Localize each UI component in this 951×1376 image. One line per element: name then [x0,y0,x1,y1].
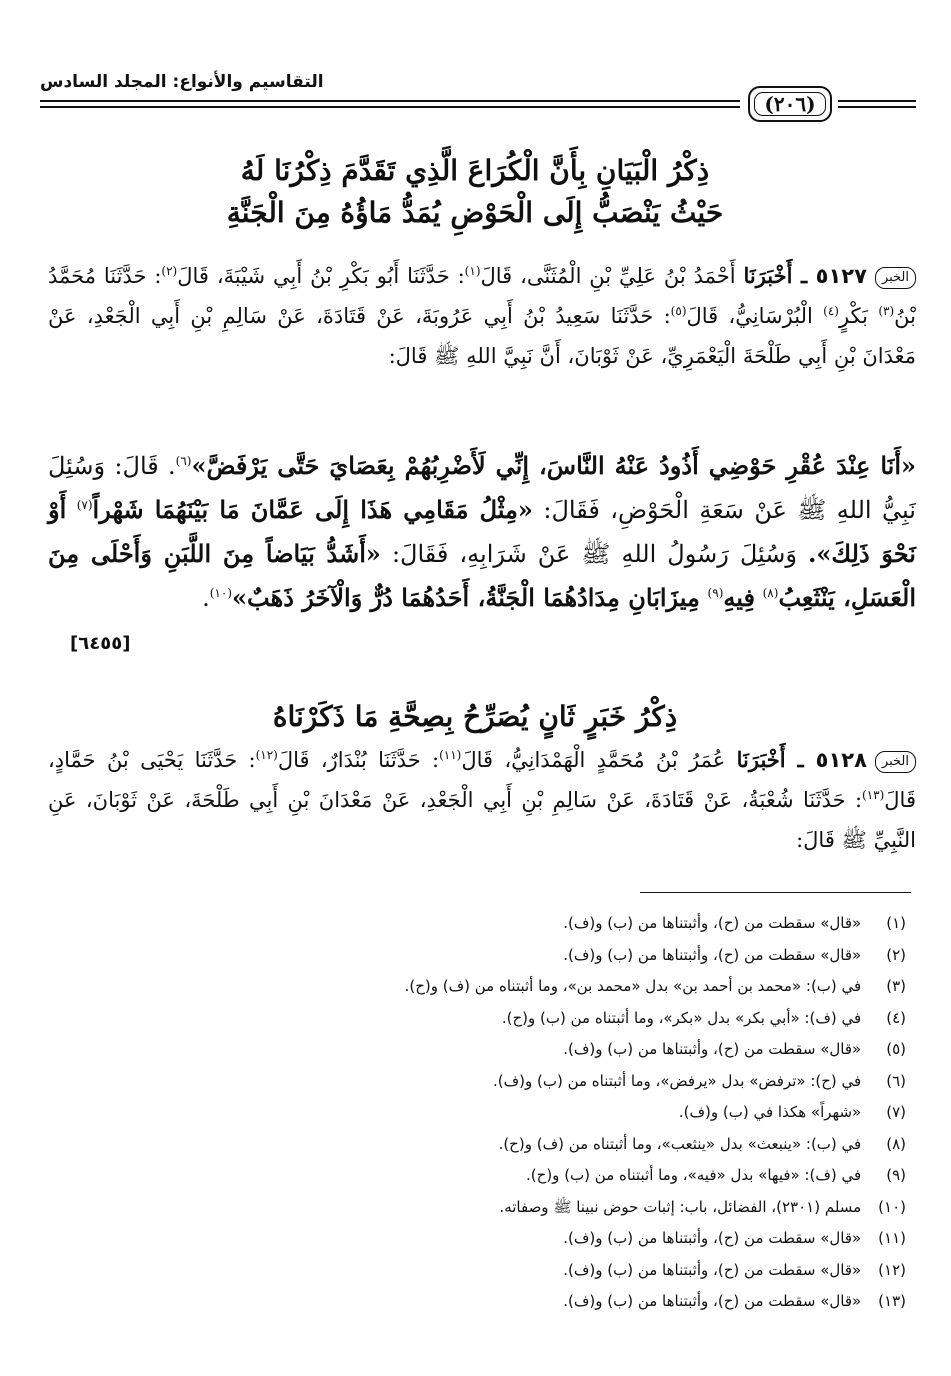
matn-text: أَوْ نَحْوَ ذَلِكَ». [48,495,916,568]
hadith-5127-matn [48,444,916,620]
akhbarana: أَخْبَرَنَا [736,747,786,772]
heading-line-1: ذِكْرُ الْبَيَانِ بِأَنَّ الْكُرَاعَ الَّذِي تَقَدَّمَ ذِكْرُنَا لَهُ [240,154,710,187]
matn-text: وَسُئِلَ رَسُولُ اللهِ ﷺ عَنْ شَرَابِهِ، فَقَالَ: [391,540,797,568]
footnote-separator [640,892,911,893]
header-rule [40,106,740,108]
hadith-5128-isnad: الخبر٥١٢٨ ـ أَخْبَرَنَا عُمَرُ بْنُ مُحَمَّدٍ الْهَمْدَانِيُّ، قَالَ$^{(١١)}$: حَدَّثَنَا بُنْدَارٌ، قَالَ$^{(١٢)}$: حَدَّثَنَا يَحْيَى بْنُ حَمَّادٍ، قَالَ$^{(١٣)}$: حَدَّثَنَا شُعْبَةُ، عَنْ قَتَادَةَ، عَنْ سَالِمِ بْنِ أَبِي الْجَعْدِ، عَنْ مَعْدَانَ بْنِ أَبِي طَلْحَةَ، عَنْ ثَوْبَانَ، عَنِ النَّبِيِّ ﷺ قَالَ: [48,747,916,852]
footnote: (١٣) «قال» سقطت من (ح)، وأثبتناها من (ب) و(ف). [563,1292,906,1310]
isnad-text: : حَدَّثَنَا شُعْبَةُ، عَنْ قَتَادَةَ، عَنْ سَالِمِ بْنِ أَبِي الْجَعْدِ، عَنْ مَعْدَانَ بْنِ أَبِي طَلْحَةَ، عَنْ ثَوْبَانَ، عَنِ النَّبِيِّ ﷺ قَالَ: [48,788,916,852]
footnote: (٩) في (ف): «فيها» بدل «فيه»، وما أثبتناه من (ب) و(ح). [526,1166,906,1184]
khabar-marker-icon: الخبر [875,751,916,773]
matn-text: مِيزَابَانِ مِدَادُهُمَا الْجَنَّةُ، أَحَدُهُمَا دُرٌّ وَالْآخَرُ ذَهَبٌ» [232,583,700,612]
footnote: (٨) في (ب): «ينبعث» بدل «ينثعب»، وما أثبتناه من (ف) و(ح). [498,1134,906,1153]
hadith-number: ٥١٢٨ [815,748,867,772]
isnad-text: : حَدَّثَنَا يَحْيَى بْنُ حَمَّادٍ، قَالَ [48,748,916,812]
matn-text: «أَشَدُّ بَيَاضاً مِنَ اللَّبَنِ وَأَحْلَى مِنَ الْعَسَلِ، يَنْثَعِبُ [48,539,916,612]
footnote: (٥) «قال» سقطت من (ح)، وأثبتناها من (ب) و(ف). [563,1040,906,1058]
header-rule [838,100,916,102]
footnote-ref: (٥) [670,304,687,318]
footnote-ref: (٧) [76,498,93,512]
matn-text: فِيهِ [723,583,755,612]
page-number: (٢٠٦) [764,92,816,116]
footnote-ref: (١٣) [862,788,885,802]
header-rule [838,106,916,108]
footnote: (٢) «قال» سقطت من (ح)، وأثبتناها من (ب) و(ف). [563,945,906,964]
footnote-ref: (١٢) [255,748,278,762]
heading-line-2: حَيْثُ يَنْصَبُّ إِلَى الْحَوْضِ يُمَدُّ مَاؤُهُ مِنَ الْجَنَّةِ [226,196,724,229]
akhbarana: أَخْبَرَنَا [743,263,793,288]
isnad-text: أَحْمَدُ بْنُ عَلِيِّ بْنِ الْمُثَنَّى، قَالَ [480,264,736,288]
isnad-text: عُمَرُ بْنُ مُحَمَّدٍ الْهَمْدَانِيُّ، قَالَ [461,748,726,772]
matn-text: . [202,584,210,612]
khabar-marker-icon: الخبر [875,267,916,289]
footnote: (٣) في (ب): «محمد بن أحمد بن» بدل «محمد بن»، وما أثبتناه من (ف) و(ح). [404,977,906,995]
section-heading-1 [40,150,910,234]
running-title: التقاسيم والأنواع: المجلد السادس [40,72,324,92]
cross-reference: [٦٤٥٥] [70,633,131,654]
matn-text: . قَالَ: وَسُئِلَ نَبِيُّ اللهِ ﷺ عَنْ سَعَةِ الْحَوْضِ، فَقَالَ: [48,452,916,524]
section-heading-2: ذِكْرُ خَبَرٍ ثَانٍ يُصَرِّحُ بِصِحَّةِ مَا ذَكَرْنَاهُ [272,700,678,733]
isnad-text: بَكْرٍ [838,304,868,328]
footnote-ref: (١) [464,264,481,278]
matn-text: «مِثْلُ مَقَامِي هَذَا إِلَى عَمَّانَ مَا بَيْنَهُمَا شَهْراً [92,495,533,524]
isnad-text: : حَدَّثَنَا مُحَمَّدُ بْنُ [48,264,916,328]
footnote-ref: (١٠) [209,586,232,600]
isnad-text: : حَدَّثَنَا بُنْدَارٌ، قَالَ [277,748,440,772]
footnote: (٧) «شهراً» هكذا في (ب) و(ف). [678,1103,906,1121]
footnote: (٤) في (ف): «أبي بكر» بدل «بكر»، وما أثبتناه من (ب) و(ح). [501,1008,906,1027]
footnotes [40,908,906,1318]
footnote-ref: (٩) [707,586,724,600]
footnote: (١) «قال» سقطت من (ح)، وأثبتناها من (ب) و(ف). [563,914,906,932]
footnote-ref: (١١) [439,748,462,762]
isnad-text: : حَدَّثَنَا سَعِيدُ بْنُ أَبِي عَرُوبَةَ، عَنْ قَتَادَةَ، عَنْ سَالِمِ بْنِ أَبِي الْجَعْدِ، عَنْ مَعْدَانَ بْنِ أَبِي طَلْحَةَ الْيَعْمَرِيِّ، عَنْ ثَوْبَانَ، أَنَّ نَبِيَّ اللهِ ﷺ قَالَ: [48,304,916,368]
matn-text: «أَنَا عِنْدَ عُقْرِ حَوْضِي أَذُودُ عَنْهُ النَّاسَ، إِنِّي لَأَضْرِبُهُمْ بِعَصَايَ حَتَّى يَرْفَضَّ» [191,451,916,480]
hadith-5127-isnad: الخبر٥١٢٧ ـ أَخْبَرَنَا أَحْمَدُ بْنُ عَلِيِّ بْنِ الْمُثَنَّى، قَالَ$^{(١)}$: حَدَّثَنَا أَبُو بَكْرِ بْنُ أَبِي شَيْبَةَ، قَالَ$^{(٢)}$: حَدَّثَنَا مُحَمَّدُ بْنُ$^{(٣)}$ بَكْرٍ$^{(٤)}$ الْبُرْسَانِيُّ، قَالَ$^{(٥)}$: حَدَّثَنَا سَعِيدُ بْنُ أَبِي عَرُوبَةَ، عَنْ قَتَادَةَ، عَنْ سَالِمِ بْنِ أَبِي الْجَعْدِ، عَنْ مَعْدَانَ بْنِ أَبِي طَلْحَةَ الْيَعْمَرِيِّ، عَنْ ثَوْبَانَ، أَنَّ نَبِيَّ اللهِ ﷺ قَالَ: [48,263,916,368]
header-rule [40,100,740,102]
page-number-frame [748,86,832,122]
footnote-ref: (٤) [823,304,839,318]
isnad-text: : حَدَّثَنَا أَبُو بَكْرِ بْنُ أَبِي شَيْبَةَ، قَالَ [177,264,465,288]
hadith-number: ٥١٢٧ [815,264,867,288]
footnote-ref: (٦) [175,454,192,468]
footnote: (١٠) مسلم (٢٣٠١)، الفضائل، باب: إثبات حوض نبينا ﷺ وصفاته. [499,1197,906,1216]
footnote: (١٢) «قال» سقطت من (ح)، وأثبتناها من (ب) و(ف). [563,1260,906,1279]
isnad-text: الْبُرْسَانِيُّ، قَالَ [686,304,813,328]
footnote-ref: (٣) [878,304,895,318]
footnote-ref: (٢) [161,264,178,278]
footnote: (٦) في (ح): «ترفض» بدل «يرفض»، وما أثبتناه من (ب) و(ف). [492,1071,906,1090]
footnote: (١١) «قال» سقطت من (ح)، وأثبتناها من (ب) و(ف). [563,1229,906,1247]
footnote-ref: (٨) [762,586,779,600]
